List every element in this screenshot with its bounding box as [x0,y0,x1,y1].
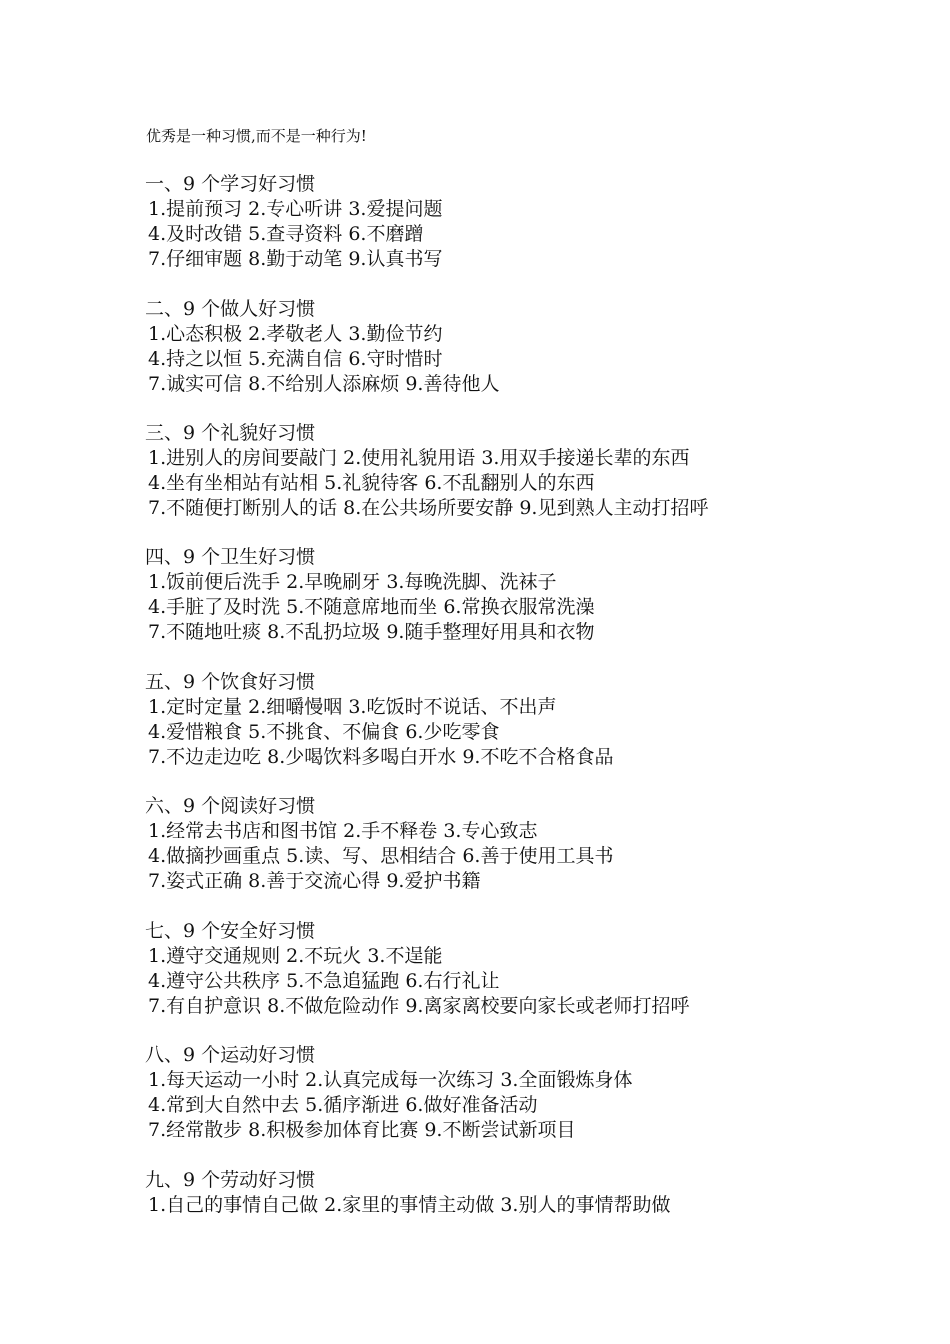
section-heading: 三、9 个礼貌好习惯 [145,422,316,444]
habit-line: 4.手脏了及时洗 5.不随意席地而坐 6.常换衣服常洗澡 [148,596,595,618]
habit-line: 4.坐有坐相站有站相 5.礼貌待客 6.不乱翻别人的东西 [148,472,595,494]
habit-line: 7.不随地吐痰 8.不乱扔垃圾 9.随手整理好用具和衣物 [148,621,595,643]
section-safety-habits [145,919,905,1019]
habit-line: 7.经常散步 8.积极参加体育比赛 9.不断尝试新项目 [148,1119,576,1141]
habit-line: 1.进别人的房间要敲门 2.使用礼貌用语 3.用双手接递长辈的东西 [148,447,690,469]
habit-line: 7.有自护意识 8.不做危险动作 9.离家离校要向家长或老师打招呼 [148,995,690,1017]
section-heading: 四、9 个卫生好习惯 [145,546,316,568]
section-heading: 七、9 个安全好习惯 [145,920,316,942]
section-study-habits [145,172,905,272]
habit-line: 7.诚实可信 8.不给别人添麻烦 9.善待他人 [148,373,500,395]
habit-line: 7.姿式正确 8.善于交流心得 9.爱护书籍 [148,870,481,892]
section-heading: 八、9 个运动好习惯 [145,1044,316,1066]
section-heading: 六、9 个阅读好习惯 [145,795,316,817]
habit-line: 4.及时改错 5.查寻资料 6.不磨蹭 [148,223,424,245]
habit-line: 7.不边走边吃 8.少喝饮料多喝白开水 9.不吃不合格食品 [148,746,614,768]
habit-line: 1.遵守交通规则 2.不玩火 3.不逞能 [148,945,443,967]
habit-line: 4.做摘抄画重点 5.读、写、思相结合 6.善于使用工具书 [148,845,614,867]
habit-line: 4.爱惜粮食 5.不挑食、不偏食 6.少吃零食 [148,721,500,743]
habit-line: 1.定时定量 2.细嚼慢咽 3.吃饭时不说话、不出声 [148,696,557,718]
habit-line: 1.每天运动一小时 2.认真完成每一次练习 3.全面锻炼身体 [148,1069,633,1091]
habit-line: 7.仔细审题 8.勤于动笔 9.认真书写 [148,248,443,270]
section-heading: 九、9 个劳动好习惯 [145,1169,316,1191]
habit-line: 4.常到大自然中去 5.循序渐进 6.做好准备活动 [148,1094,538,1116]
habit-line: 1.提前预习 2.专心听讲 3.爱提问题 [148,198,443,220]
habit-line: 7.不随便打断别人的话 8.在公共场所要安静 9.见到熟人主动打招呼 [148,497,709,519]
habit-line: 1.自己的事情自己做 2.家里的事情主动做 3.别人的事情帮助做 [148,1194,671,1216]
section-etiquette-habits [145,421,905,521]
section-heading: 二、9 个做人好习惯 [145,298,316,320]
section-character-habits [145,297,905,397]
intro-line: 优秀是一种习惯,而不是一种行为! [146,127,367,145]
section-reading-habits [145,794,905,894]
habit-line: 1.经常去书店和图书馆 2.手不释卷 3.专心致志 [148,820,538,842]
habit-line: 4.持之以恒 5.充满自信 6.守时惜时 [148,348,443,370]
section-exercise-habits [145,1043,905,1143]
section-heading: 五、9 个饮食好习惯 [145,671,316,693]
habit-line: 1.心态积极 2.孝敬老人 3.勤俭节约 [148,323,443,345]
section-diet-habits [145,670,905,770]
section-labor-habits [145,1168,905,1218]
habit-line: 4.遵守公共秩序 5.不急追猛跑 6.右行礼让 [148,970,500,992]
section-heading: 一、9 个学习好习惯 [145,173,316,195]
habit-line: 1.饭前便后洗手 2.早晚刷牙 3.每晚洗脚、洗袜子 [148,571,557,593]
section-hygiene-habits [145,545,905,645]
